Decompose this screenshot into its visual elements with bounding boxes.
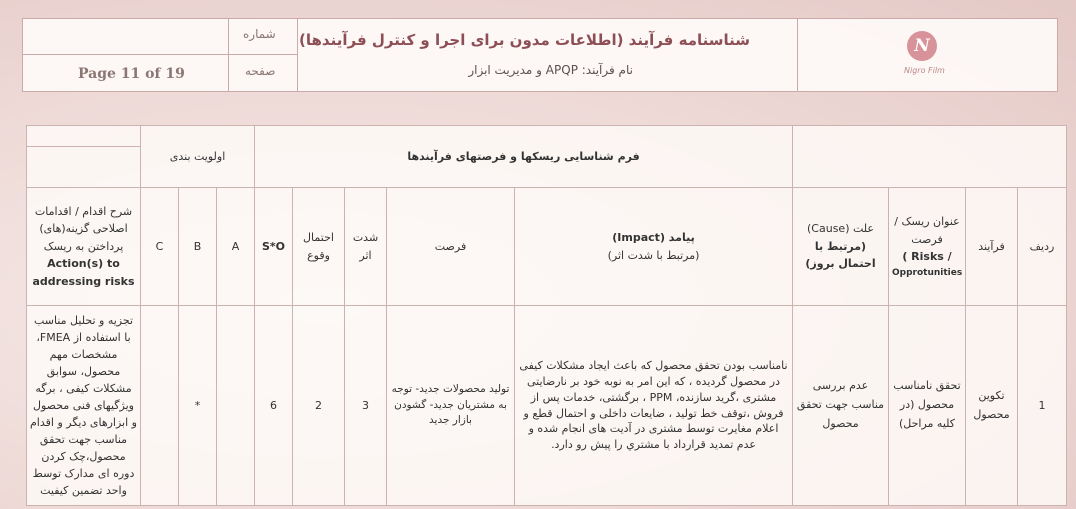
a-header: A <box>217 188 255 306</box>
cause-cell: عدم بررسی مناسب جهت تحقق محصول <box>793 306 889 506</box>
row-number-header: ردیف <box>1018 188 1067 306</box>
cause-header-title: علت (Cause) <box>807 222 874 236</box>
empty-header-cell <box>27 126 141 147</box>
impact-cell: نامناسب بودن تحقق محصول که باعث ایجاد مشکلات کیفی در محصول گردیده ، که این امر به نوبه خود بر نارضایتی مشتری ،گرید سازنده، PPM ، برگشتی، خدمات پس از فروش ،توقف خط تولید ، ضایعات داخلی و احتمال قطع و اعلام مغایرت توسط مشتری در آدیت های انجام شده و عدم تمدید قرارداد با مشتري را پیش رو دارد. <box>515 306 793 506</box>
impact-header-sub: (مرتبط با شدت اثر) <box>607 248 700 262</box>
probability-header: احتمال وقوع <box>293 188 345 306</box>
opportunity-header: فرصت <box>387 188 515 306</box>
so-cell: 6 <box>255 306 293 506</box>
so-header: S*O <box>255 188 293 306</box>
table-row <box>27 306 1067 506</box>
impact-header-title: پیامد (Impact) <box>612 230 695 244</box>
page-label: صفحه <box>245 64 276 78</box>
risk-title-header-fa: عنوان ریسک / فرصت <box>894 214 960 246</box>
a-cell <box>217 306 255 506</box>
company-logo-text: Nigro Film <box>904 66 945 75</box>
action-header-en: Action(s) to addressing risks <box>32 257 135 288</box>
action-header-fa: شرح اقدام / اقدامات اصلاحی گزینه(های) پرداختن به ریسک <box>34 204 133 253</box>
priority-group-header: اولویت بندی <box>141 126 255 188</box>
empty-header-cell <box>793 126 1067 188</box>
b-cell: * <box>179 306 217 506</box>
risk-table <box>26 125 1067 506</box>
risk-title-header-en: ( Risks / <box>902 250 952 264</box>
opportunity-cell: تولید محصولات جدید- توجه به مشتریان جدید- گشودن بازار جدید <box>387 306 515 506</box>
c-header: C <box>141 188 179 306</box>
risk-title-header <box>889 188 966 306</box>
severity-header: شدت اثر <box>345 188 387 306</box>
process-name: نام فرآیند: APQP و مدیریت ابزار <box>468 63 633 77</box>
c-cell <box>141 306 179 506</box>
action-cell: تجزیه و تحلیل مناسب با استفاده از FMEA، مشخصات مهم محصول، سوابق مشکلات کیفی ، برگه ویژگیهای فنی محصول و ابزارهای دیگر و اقدام مناسب جهت تحقق محصول،چک کردن دوره ای مدارک توسط واحد تضمین کیفیت <box>27 306 141 506</box>
company-logo-icon: N <box>907 31 937 61</box>
impact-header <box>515 188 793 306</box>
action-header <box>27 188 141 306</box>
title-cell <box>297 19 798 91</box>
process-cell: تکوین محصول <box>966 306 1018 506</box>
table-header-row-top <box>27 126 1067 147</box>
risk-title-header-en2: Opprotunities <box>892 267 963 278</box>
b-header: B <box>179 188 217 306</box>
row-number-cell: 1 <box>1018 306 1067 506</box>
process-header: فرآیند <box>966 188 1018 306</box>
document-title: شناسنامه فرآیند (اطلاعات مدون برای اجرا و کنترل فرآیندها) <box>299 31 750 49</box>
cause-header <box>793 188 889 306</box>
empty-header-cell <box>27 147 141 188</box>
severity-cell: 3 <box>345 306 387 506</box>
page-number: Page 11 of 19 <box>78 66 185 82</box>
serial-label: شماره <box>243 27 276 41</box>
cause-header-sub: (مرتبط با احتمال بروز) <box>805 239 876 271</box>
probability-cell: 2 <box>293 306 345 506</box>
table-column-header-row <box>27 188 1067 306</box>
risk-group-header: فرم شناسایی ریسکها و فرصتهای فرآیندها <box>255 126 793 188</box>
risk-title-cell: تحقق نامناسب محصول (در کلیه مراحل) <box>889 306 966 506</box>
